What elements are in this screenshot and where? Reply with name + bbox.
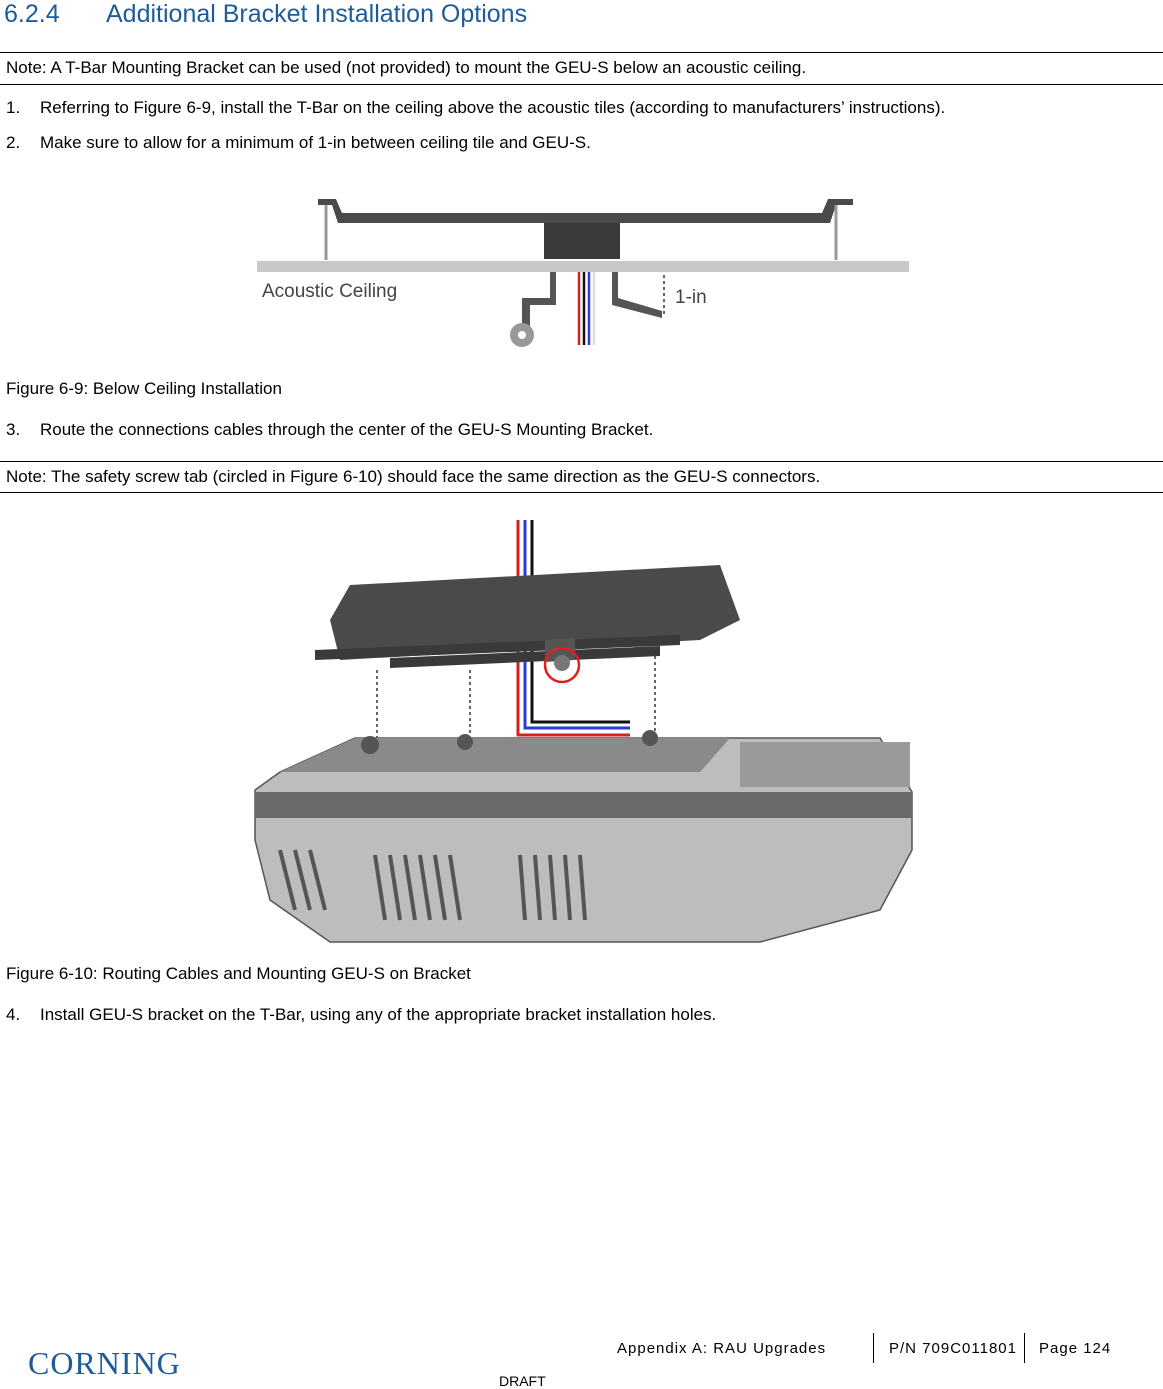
step-number: 4. xyxy=(6,1005,21,1024)
bracket-left xyxy=(522,272,556,330)
mount-stud-1 xyxy=(361,736,379,754)
mount-stud-3 xyxy=(642,730,658,746)
bracket-right xyxy=(612,272,662,318)
step-text: Route the connections cables through the center of the GEU-S Mounting Bracket. xyxy=(40,420,654,439)
footer-section: Appendix A: RAU Upgrades xyxy=(617,1340,827,1357)
figure-below-ceiling xyxy=(250,185,915,355)
label-acoustic-ceiling: Acoustic Ceiling xyxy=(262,281,398,302)
mount-stud-2 xyxy=(457,734,473,750)
footer-page-number: Page 124 xyxy=(1039,1340,1112,1357)
footer-separator xyxy=(873,1333,874,1363)
step-1 xyxy=(6,98,945,118)
figure-caption-6-9: Figure 6-9: Below Ceiling Installation xyxy=(6,379,282,398)
step-text: Make sure to allow for a minimum of 1-in between ceiling tile and GEU-S. xyxy=(40,133,591,152)
step-2 xyxy=(6,133,591,153)
bracket-tab-hole xyxy=(518,331,526,339)
draft-watermark: DRAFT xyxy=(499,1373,546,1389)
figure-caption-6-10: Figure 6-10: Routing Cables and Mounting GEU-S on Bracket xyxy=(6,964,471,983)
step-number: 3. xyxy=(6,420,21,439)
geu-s-top-panel xyxy=(740,742,910,787)
section-title: Additional Bracket Installation Options xyxy=(106,0,528,28)
label-gap: 1-in xyxy=(675,287,707,308)
safety-screw-hole xyxy=(554,655,570,671)
section-number: 6.2.4 xyxy=(4,0,60,28)
geu-s-band xyxy=(255,792,912,818)
step-text: Install GEU-S bracket on the T-Bar, using any of the appropriate bracket installation holes. xyxy=(40,1005,717,1024)
mount-block xyxy=(544,223,620,259)
figure-routing-cables xyxy=(240,510,920,945)
step-text: Referring to Figure 6-9, install the T-Bar on the ceiling above the acoustic tiles (according to manufacturers’ instructions). xyxy=(40,98,946,117)
step-3 xyxy=(6,420,653,440)
section-heading xyxy=(4,0,527,29)
step-4 xyxy=(6,1005,716,1025)
footer-part-number: P/N 709C011801 xyxy=(889,1340,1017,1357)
t-bar-shape xyxy=(318,199,853,223)
corning-logo: CORNING xyxy=(28,1345,181,1381)
step-number: 1. xyxy=(6,98,21,117)
note-tbar: Note: A T-Bar Mounting Bracket can be used (not provided) to mount the GEU-S below an acoustic ceiling. xyxy=(0,52,1163,85)
acoustic-ceiling-tile xyxy=(257,261,909,272)
footer-separator xyxy=(1024,1333,1025,1363)
step-number: 2. xyxy=(6,133,21,152)
geu-s-top-fins xyxy=(280,738,730,772)
note-safety-screw: Note: The safety screw tab (circled in Figure 6-10) should face the same direction as the GEU-S connectors. xyxy=(0,461,1163,493)
